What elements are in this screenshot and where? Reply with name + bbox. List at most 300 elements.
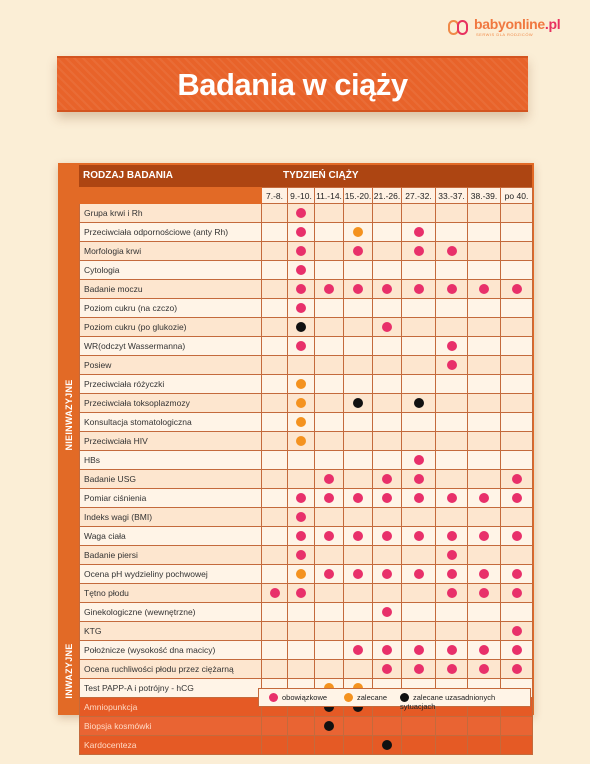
week-header-spacer <box>80 188 262 204</box>
week-cell <box>402 394 436 413</box>
week-cell <box>501 527 533 546</box>
week-cell <box>436 337 468 356</box>
week-cell <box>344 470 373 489</box>
week-cell <box>402 413 436 432</box>
week-cell <box>373 280 402 299</box>
week-cell <box>315 394 344 413</box>
week-cell <box>373 508 402 527</box>
week-cell <box>402 489 436 508</box>
week-cell <box>468 356 501 375</box>
table-row <box>80 356 533 375</box>
week-cell <box>501 318 533 337</box>
mandatory-dot-icon <box>447 246 457 256</box>
week-cell <box>402 204 436 223</box>
logo <box>447 14 577 40</box>
mandatory-dot-icon <box>296 588 306 598</box>
recommended-dot-icon <box>296 417 306 427</box>
week-cell <box>501 413 533 432</box>
week-cell <box>288 375 315 394</box>
week-cell <box>288 660 315 679</box>
week-cell <box>468 565 501 584</box>
week-cell <box>402 242 436 261</box>
recommended-dot-icon <box>353 227 363 237</box>
week-cell <box>288 508 315 527</box>
week-cell <box>315 375 344 394</box>
mandatory-dot-icon <box>324 531 334 541</box>
week-cell <box>315 356 344 375</box>
week-cell <box>468 489 501 508</box>
week-cell <box>501 489 533 508</box>
mandatory-dot-icon <box>447 284 457 294</box>
week-cell <box>288 432 315 451</box>
table-row <box>80 660 533 679</box>
week-cell <box>402 546 436 565</box>
exam-name: Badanie piersi <box>80 546 262 565</box>
mandatory-dot-icon <box>479 645 489 655</box>
week-cell <box>315 660 344 679</box>
mandatory-dot-icon <box>382 322 392 332</box>
exam-name: Przeciwciała różyczki <box>80 375 262 394</box>
mandatory-dot-icon <box>512 474 522 484</box>
table-row <box>80 736 533 755</box>
week-cell <box>288 394 315 413</box>
week-cell <box>288 489 315 508</box>
exam-schedule-panel <box>58 163 534 750</box>
mandatory-dot-icon <box>270 588 280 598</box>
week-cell <box>315 489 344 508</box>
mandatory-dot-icon <box>353 531 363 541</box>
week-cell <box>373 451 402 470</box>
mandatory-dot-icon <box>414 284 424 294</box>
mandatory-dot-icon <box>414 455 424 465</box>
table-row <box>80 622 533 641</box>
week-cell <box>373 641 402 660</box>
week-cell <box>344 622 373 641</box>
mandatory-dot-icon <box>447 550 457 560</box>
mandatory-dot-icon <box>414 664 424 674</box>
week-cell <box>436 508 468 527</box>
week-cell <box>468 470 501 489</box>
week-cell <box>315 261 344 280</box>
week-header-cell: po 40. <box>501 188 533 204</box>
week-cell <box>373 337 402 356</box>
week-cell <box>315 584 344 603</box>
week-cell <box>468 413 501 432</box>
week-cell <box>468 337 501 356</box>
recommended-dot-icon <box>296 436 306 446</box>
table-row <box>80 527 533 546</box>
mandatory-dot-icon <box>512 569 522 579</box>
table-row <box>80 641 533 660</box>
week-cell <box>373 660 402 679</box>
week-cell <box>501 337 533 356</box>
week-cell <box>344 318 373 337</box>
week-cell <box>262 584 288 603</box>
week-cell <box>262 717 288 736</box>
week-cell <box>468 242 501 261</box>
week-cell <box>262 261 288 280</box>
week-cell <box>501 660 533 679</box>
week-cell <box>402 736 436 755</box>
week-cell <box>344 546 373 565</box>
week-cell <box>344 337 373 356</box>
week-cell <box>315 204 344 223</box>
week-cell <box>402 660 436 679</box>
week-cell <box>501 394 533 413</box>
week-header-cell: 11.-14. <box>315 188 344 204</box>
mandatory-dot-icon <box>296 303 306 313</box>
week-cell <box>402 356 436 375</box>
week-cell <box>262 508 288 527</box>
justified-dot-icon <box>400 693 409 702</box>
week-cell <box>373 223 402 242</box>
week-cell <box>501 432 533 451</box>
exam-name: Indeks wagi (BMI) <box>80 508 262 527</box>
week-cell <box>373 432 402 451</box>
week-cell <box>315 242 344 261</box>
week-cell <box>468 261 501 280</box>
week-cell <box>501 470 533 489</box>
week-cell <box>288 318 315 337</box>
week-cell <box>344 261 373 280</box>
week-cell <box>288 280 315 299</box>
week-cell <box>288 584 315 603</box>
week-cell <box>436 717 468 736</box>
recommended-dot-icon <box>296 379 306 389</box>
week-cell <box>262 546 288 565</box>
week-cell <box>262 660 288 679</box>
exam-name: Test PAPP-A i potrójny - hCG <box>80 679 262 698</box>
week-cell <box>288 451 315 470</box>
week-cell <box>373 546 402 565</box>
week-cell <box>436 565 468 584</box>
table-row <box>80 432 533 451</box>
week-cell <box>501 584 533 603</box>
week-cell <box>373 375 402 394</box>
week-cell <box>436 432 468 451</box>
exam-name: Ginekologiczne (wewnętrzne) <box>80 603 262 622</box>
week-cell <box>373 622 402 641</box>
week-header-cell: 21.-26. <box>373 188 402 204</box>
legend-justified: zalecane uzasadnionych sytuacjach <box>400 693 496 711</box>
week-cell <box>436 261 468 280</box>
week-cell <box>315 603 344 622</box>
week-cell <box>315 337 344 356</box>
week-cell <box>436 451 468 470</box>
week-cell <box>344 603 373 622</box>
mandatory-dot-icon <box>353 645 363 655</box>
week-cell <box>315 565 344 584</box>
week-cell <box>344 508 373 527</box>
week-cell <box>436 736 468 755</box>
mandatory-dot-icon <box>447 664 457 674</box>
week-cell <box>315 280 344 299</box>
week-cell <box>373 584 402 603</box>
week-header-cell: 38.-39. <box>468 188 501 204</box>
week-cell <box>468 584 501 603</box>
week-cell <box>262 204 288 223</box>
mandatory-dot-icon <box>353 493 363 503</box>
mandatory-dot-icon <box>296 512 306 522</box>
week-cell <box>436 204 468 223</box>
week-cell <box>501 565 533 584</box>
exam-table <box>79 187 533 755</box>
week-cell <box>315 622 344 641</box>
justified-dot-icon <box>324 721 334 731</box>
exam-name: Waga ciała <box>80 527 262 546</box>
mandatory-dot-icon <box>324 474 334 484</box>
mandatory-dot-icon <box>414 531 424 541</box>
recommended-dot-icon <box>344 693 353 702</box>
mandatory-dot-icon <box>447 569 457 579</box>
title-banner <box>57 56 528 112</box>
mandatory-dot-icon <box>382 569 392 579</box>
week-cell <box>373 242 402 261</box>
week-cell <box>315 508 344 527</box>
legend <box>258 688 531 711</box>
justified-dot-icon <box>414 398 424 408</box>
mandatory-dot-icon <box>479 588 489 598</box>
week-cell <box>436 660 468 679</box>
week-cell <box>288 299 315 318</box>
week-cell <box>288 717 315 736</box>
week-cell <box>315 223 344 242</box>
week-cell <box>344 375 373 394</box>
mandatory-dot-icon <box>382 531 392 541</box>
week-cell <box>262 356 288 375</box>
table-row <box>80 337 533 356</box>
justified-dot-icon <box>353 398 363 408</box>
mandatory-dot-icon <box>296 208 306 218</box>
exam-name: Przeciwciała toksoplazmozy <box>80 394 262 413</box>
week-cell <box>344 432 373 451</box>
week-cell <box>262 603 288 622</box>
mandatory-dot-icon <box>296 493 306 503</box>
week-cell <box>402 223 436 242</box>
week-cell <box>373 603 402 622</box>
week-cell <box>402 470 436 489</box>
week-cell <box>288 204 315 223</box>
exam-name: Pomiar ciśnienia <box>80 489 262 508</box>
exam-name: Konsultacja stomatologiczna <box>80 413 262 432</box>
week-cell <box>288 565 315 584</box>
week-header-cell: 9.-10. <box>288 188 315 204</box>
week-cell <box>436 375 468 394</box>
week-cell <box>436 394 468 413</box>
week-cell <box>402 717 436 736</box>
week-cell <box>436 489 468 508</box>
header-pregnancy-week: TYDZIEŃ CIĄŻY <box>283 170 359 181</box>
week-cell <box>468 546 501 565</box>
table-row <box>80 584 533 603</box>
table-row <box>80 451 533 470</box>
table-row <box>80 223 533 242</box>
page-title: Badania w ciąży <box>177 67 408 102</box>
exam-name: HBs <box>80 451 262 470</box>
week-cell <box>262 527 288 546</box>
table-row <box>80 546 533 565</box>
week-cell <box>436 546 468 565</box>
mandatory-dot-icon <box>479 569 489 579</box>
table-row <box>80 394 533 413</box>
week-cell <box>468 394 501 413</box>
week-cell <box>262 375 288 394</box>
week-cell <box>436 527 468 546</box>
mandatory-dot-icon <box>512 493 522 503</box>
exam-name: Przeciwciała HIV <box>80 432 262 451</box>
mandatory-dot-icon <box>353 569 363 579</box>
week-cell <box>344 489 373 508</box>
week-cell <box>315 432 344 451</box>
exam-name: Ocena pH wydzieliny pochwowej <box>80 565 262 584</box>
exam-name: Cytologia <box>80 261 262 280</box>
week-cell <box>315 546 344 565</box>
week-header-cell: 15.-20. <box>344 188 373 204</box>
week-cell <box>262 413 288 432</box>
week-cell <box>288 261 315 280</box>
week-cell <box>344 394 373 413</box>
week-cell <box>468 299 501 318</box>
week-cell <box>262 470 288 489</box>
week-cell <box>262 489 288 508</box>
week-cell <box>344 565 373 584</box>
week-cell <box>288 622 315 641</box>
week-cell <box>344 584 373 603</box>
header-exam-type: RODZAJ BADANIA <box>83 170 173 181</box>
group-invasive: INWAZYJNE <box>63 643 74 699</box>
week-cell <box>468 508 501 527</box>
mandatory-dot-icon <box>269 693 278 702</box>
week-cell <box>344 242 373 261</box>
week-cell <box>373 394 402 413</box>
week-cell <box>468 318 501 337</box>
mandatory-dot-icon <box>353 246 363 256</box>
week-cell <box>468 223 501 242</box>
exam-name: Ocena ruchliwości płodu przez ciężarną <box>80 660 262 679</box>
week-cell <box>315 318 344 337</box>
week-cell <box>402 565 436 584</box>
week-cell <box>344 356 373 375</box>
mandatory-dot-icon <box>296 550 306 560</box>
week-cell <box>402 641 436 660</box>
week-header-cell: 27.-32. <box>402 188 436 204</box>
week-cell <box>315 527 344 546</box>
week-cell <box>402 261 436 280</box>
mandatory-dot-icon <box>296 341 306 351</box>
mandatory-dot-icon <box>512 626 522 636</box>
mandatory-dot-icon <box>414 246 424 256</box>
week-cell <box>373 356 402 375</box>
week-cell <box>402 432 436 451</box>
week-cell <box>288 242 315 261</box>
table-row <box>80 565 533 584</box>
week-cell <box>436 641 468 660</box>
mandatory-dot-icon <box>414 227 424 237</box>
exam-name: Badanie moczu <box>80 280 262 299</box>
week-cell <box>344 736 373 755</box>
group-noninvasive: NIEINWAZYJNE <box>63 378 74 451</box>
mandatory-dot-icon <box>512 588 522 598</box>
exam-name: Amniopunkcja <box>80 698 262 717</box>
logo-wordmark: babyonline.pl <box>474 16 561 32</box>
exam-name: Badanie USG <box>80 470 262 489</box>
week-cell <box>344 660 373 679</box>
mandatory-dot-icon <box>414 569 424 579</box>
mandatory-dot-icon <box>447 645 457 655</box>
table-row <box>80 470 533 489</box>
exam-name: Położnicze (wysokość dna macicy) <box>80 641 262 660</box>
exam-name: Grupa krwi i Rh <box>80 204 262 223</box>
mandatory-dot-icon <box>296 284 306 294</box>
table-row <box>80 717 533 736</box>
week-cell <box>436 470 468 489</box>
week-cell <box>288 736 315 755</box>
week-cell <box>402 508 436 527</box>
week-cell <box>262 318 288 337</box>
justified-dot-icon <box>382 740 392 750</box>
week-cell <box>468 603 501 622</box>
exam-name: Poziom cukru (po glukozie) <box>80 318 262 337</box>
mandatory-dot-icon <box>447 493 457 503</box>
week-cell <box>288 527 315 546</box>
week-cell <box>288 603 315 622</box>
table-row <box>80 242 533 261</box>
week-cell <box>402 299 436 318</box>
mandatory-dot-icon <box>447 360 457 370</box>
mandatory-dot-icon <box>353 284 363 294</box>
week-cell <box>288 470 315 489</box>
exam-name: Morfologia krwi <box>80 242 262 261</box>
week-cell <box>373 318 402 337</box>
mandatory-dot-icon <box>414 474 424 484</box>
week-cell <box>501 508 533 527</box>
week-cell <box>344 223 373 242</box>
week-cell <box>468 204 501 223</box>
mandatory-dot-icon <box>447 341 457 351</box>
week-header-cell: 7.-8. <box>262 188 288 204</box>
week-cell <box>315 413 344 432</box>
mandatory-dot-icon <box>479 493 489 503</box>
mandatory-dot-icon <box>414 645 424 655</box>
week-cell <box>315 717 344 736</box>
week-cell <box>344 299 373 318</box>
week-cell <box>402 603 436 622</box>
week-cell <box>501 280 533 299</box>
week-header-cell: 33.-37. <box>436 188 468 204</box>
table-row <box>80 603 533 622</box>
week-cell <box>373 565 402 584</box>
week-cell <box>501 261 533 280</box>
week-cell <box>436 299 468 318</box>
table-row <box>80 508 533 527</box>
week-cell <box>468 660 501 679</box>
week-cell <box>262 565 288 584</box>
week-cell <box>436 413 468 432</box>
week-cell <box>373 717 402 736</box>
mandatory-dot-icon <box>382 645 392 655</box>
exam-name: Biopsja kosmówki <box>80 717 262 736</box>
logo-tagline: SERWIS DLA RODZICÓW <box>476 32 534 37</box>
exam-name: Posiew <box>80 356 262 375</box>
legend-mandatory: obowiązkowe <box>269 693 327 702</box>
week-cell <box>501 736 533 755</box>
recommended-dot-icon <box>296 398 306 408</box>
mandatory-dot-icon <box>296 265 306 275</box>
week-cell <box>402 280 436 299</box>
week-cell <box>262 736 288 755</box>
week-cell <box>436 318 468 337</box>
mandatory-dot-icon <box>324 569 334 579</box>
